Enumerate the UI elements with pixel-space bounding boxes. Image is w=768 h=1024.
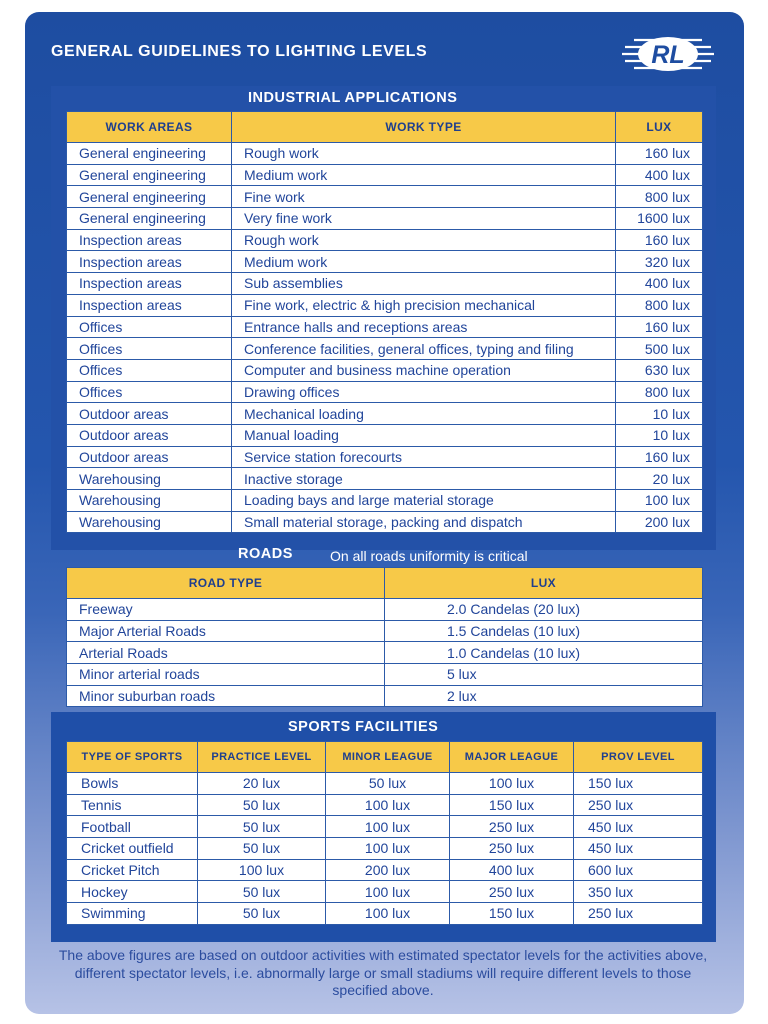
- sports-cell: 150 lux: [574, 773, 703, 795]
- footnote: The above figures are based on outdoor activities with estimated spectator levels for the activities above, different spectator levels, i.e. abnormally large or small stadiums will require different levels to those specified above.: [58, 947, 708, 998]
- industrial-cell: Loading bays and large material storage: [232, 490, 616, 512]
- industrial-cell: Computer and business machine operation: [232, 359, 616, 381]
- roads-table-row: [67, 620, 703, 642]
- sports-cell: 250 lux: [450, 838, 574, 860]
- roads-table-row: [67, 642, 703, 664]
- industrial-table-row: [67, 468, 703, 490]
- sports-cell: Tennis: [67, 794, 198, 816]
- industrial-table-row: [67, 273, 703, 295]
- industrial-cell: Inactive storage: [232, 468, 616, 490]
- sports-title: SPORTS FACILITIES: [288, 719, 439, 735]
- industrial-cell: Drawing offices: [232, 381, 616, 403]
- industrial-table-row: [67, 446, 703, 468]
- industrial-body: [67, 143, 703, 533]
- sports-body: [67, 773, 703, 925]
- industrial-table-row: [67, 338, 703, 360]
- industrial-cell: 500 lux: [616, 338, 703, 360]
- industrial-cell: Outdoor areas: [67, 446, 232, 468]
- sports-cell: Cricket Pitch: [67, 859, 198, 881]
- roads-cell: Arterial Roads: [67, 642, 385, 664]
- industrial-cell: Conference facilities, general offices, typing and filing: [232, 338, 616, 360]
- sports-header-cell: MAJOR LEAGUE: [450, 742, 574, 773]
- sports-cell: 450 lux: [574, 838, 703, 860]
- industrial-cell: Inspection areas: [67, 273, 232, 295]
- sports-cell: 50 lux: [326, 773, 450, 795]
- sports-cell: 600 lux: [574, 859, 703, 881]
- sports-header-cell: PROV LEVEL: [574, 742, 703, 773]
- sports-cell: 400 lux: [450, 859, 574, 881]
- sports-header-cell: TYPE OF SPORTS: [67, 742, 198, 773]
- roads-cell: 2 lux: [385, 685, 703, 707]
- sports-cell: Hockey: [67, 881, 198, 903]
- industrial-cell: 160 lux: [616, 446, 703, 468]
- roads-cell: Freeway: [67, 599, 385, 621]
- sports-cell: 250 lux: [450, 816, 574, 838]
- sports-table-row: [67, 816, 703, 838]
- industrial-cell: Offices: [67, 381, 232, 403]
- industrial-cell: General engineering: [67, 186, 232, 208]
- industrial-cell: Offices: [67, 338, 232, 360]
- industrial-cell: 800 lux: [616, 294, 703, 316]
- sports-table-row: [67, 794, 703, 816]
- industrial-cell: 320 lux: [616, 251, 703, 273]
- sports-cell: 150 lux: [450, 903, 574, 925]
- sports-cell: 450 lux: [574, 816, 703, 838]
- sports-table-row: [67, 881, 703, 903]
- industrial-table-row: [67, 424, 703, 446]
- roads-table-row: [67, 599, 703, 621]
- industrial-table-row: [67, 381, 703, 403]
- industrial-cell: Sub assemblies: [232, 273, 616, 295]
- sports-cell: 20 lux: [198, 773, 326, 795]
- industrial-cell: 160 lux: [616, 316, 703, 338]
- sports-header-row: [67, 742, 703, 773]
- sports-table-row: [67, 903, 703, 925]
- industrial-cell: Warehousing: [67, 511, 232, 533]
- industrial-cell: Service station forecourts: [232, 446, 616, 468]
- industrial-table-row: [67, 143, 703, 165]
- industrial-cell: 630 lux: [616, 359, 703, 381]
- roads-cell: Minor suburban roads: [67, 685, 385, 707]
- sports-cell: Bowls: [67, 773, 198, 795]
- sports-cell: 250 lux: [574, 794, 703, 816]
- sports-table: [66, 741, 703, 925]
- sports-cell: 50 lux: [198, 794, 326, 816]
- roads-header-cell: LUX: [385, 568, 703, 599]
- industrial-cell: 10 lux: [616, 424, 703, 446]
- sports-cell: Football: [67, 816, 198, 838]
- industrial-table-row: [67, 251, 703, 273]
- industrial-cell: Medium work: [232, 251, 616, 273]
- industrial-cell: Rough work: [232, 229, 616, 251]
- industrial-table-row: [67, 229, 703, 251]
- roads-body: [67, 599, 703, 707]
- sports-cell: 100 lux: [326, 816, 450, 838]
- sports-table-row: [67, 859, 703, 881]
- sports-cell: 200 lux: [326, 859, 450, 881]
- roads-cell: Minor arterial roads: [67, 664, 385, 686]
- industrial-header-cell: LUX: [616, 112, 703, 143]
- industrial-cell: General engineering: [67, 164, 232, 186]
- logo-text: RL: [651, 41, 685, 69]
- roads-table-row: [67, 664, 703, 686]
- industrial-cell: General engineering: [67, 208, 232, 230]
- sports-cell: 100 lux: [450, 773, 574, 795]
- industrial-cell: Warehousing: [67, 490, 232, 512]
- sports-cell: 250 lux: [574, 903, 703, 925]
- industrial-cell: Warehousing: [67, 468, 232, 490]
- sports-cell: Swimming: [67, 903, 198, 925]
- industrial-table-row: [67, 359, 703, 381]
- sports-table-row: [67, 838, 703, 860]
- sports-cell: 100 lux: [326, 881, 450, 903]
- industrial-cell: 20 lux: [616, 468, 703, 490]
- roads-note: On all roads uniformity is critical: [330, 548, 528, 564]
- industrial-cell: 400 lux: [616, 273, 703, 295]
- industrial-cell: Medium work: [232, 164, 616, 186]
- industrial-cell: Outdoor areas: [67, 424, 232, 446]
- sports-cell: Cricket outfield: [67, 838, 198, 860]
- industrial-cell: Offices: [67, 316, 232, 338]
- industrial-cell: 800 lux: [616, 381, 703, 403]
- industrial-cell: 160 lux: [616, 143, 703, 165]
- roads-title: ROADS: [238, 546, 293, 562]
- industrial-cell: Inspection areas: [67, 251, 232, 273]
- roads-cell: 1.5 Candelas (10 lux): [385, 620, 703, 642]
- industrial-cell: 100 lux: [616, 490, 703, 512]
- roads-cell: 1.0 Candelas (10 lux): [385, 642, 703, 664]
- roads-cell: Major Arterial Roads: [67, 620, 385, 642]
- industrial-title: INDUSTRIAL APPLICATIONS: [248, 90, 458, 106]
- sports-header-cell: MINOR LEAGUE: [326, 742, 450, 773]
- industrial-cell: Fine work: [232, 186, 616, 208]
- industrial-header-row: [67, 112, 703, 143]
- sports-cell: 250 lux: [450, 881, 574, 903]
- sports-cell: 50 lux: [198, 816, 326, 838]
- industrial-cell: 10 lux: [616, 403, 703, 425]
- industrial-cell: Outdoor areas: [67, 403, 232, 425]
- roads-table-row: [67, 685, 703, 707]
- industrial-cell: Mechanical loading: [232, 403, 616, 425]
- sports-cell: 100 lux: [326, 903, 450, 925]
- industrial-cell: Inspection areas: [67, 229, 232, 251]
- industrial-cell: 200 lux: [616, 511, 703, 533]
- industrial-table-row: [67, 511, 703, 533]
- industrial-cell: Manual loading: [232, 424, 616, 446]
- industrial-header-cell: WORK TYPE: [232, 112, 616, 143]
- page-title: GENERAL GUIDELINES TO LIGHTING LEVELS: [51, 43, 428, 60]
- sports-table-row: [67, 773, 703, 795]
- sports-cell: 350 lux: [574, 881, 703, 903]
- industrial-table-row: [67, 403, 703, 425]
- industrial-cell: Entrance halls and receptions areas: [232, 316, 616, 338]
- industrial-table-row: [67, 294, 703, 316]
- industrial-table-row: [67, 316, 703, 338]
- roads-cell: 2.0 Candelas (20 lux): [385, 599, 703, 621]
- sports-cell: 50 lux: [198, 881, 326, 903]
- sports-cell: 100 lux: [326, 794, 450, 816]
- rl-logo-icon: [620, 32, 716, 76]
- industrial-header-cell: WORK AREAS: [67, 112, 232, 143]
- industrial-cell: Inspection areas: [67, 294, 232, 316]
- industrial-cell: 160 lux: [616, 229, 703, 251]
- sports-cell: 50 lux: [198, 903, 326, 925]
- roads-header-cell: ROAD TYPE: [67, 568, 385, 599]
- industrial-cell: Small material storage, packing and dispatch: [232, 511, 616, 533]
- industrial-table-row: [67, 490, 703, 512]
- sports-cell: 100 lux: [198, 859, 326, 881]
- industrial-cell: 800 lux: [616, 186, 703, 208]
- industrial-cell: Offices: [67, 359, 232, 381]
- roads-header-row: [67, 568, 703, 599]
- industrial-cell: 400 lux: [616, 164, 703, 186]
- roads-table: [66, 567, 703, 707]
- industrial-table-row: [67, 208, 703, 230]
- sports-cell: 100 lux: [326, 838, 450, 860]
- industrial-table-row: [67, 186, 703, 208]
- sports-cell: 150 lux: [450, 794, 574, 816]
- industrial-table-row: [67, 164, 703, 186]
- sports-header-cell: PRACTICE LEVEL: [198, 742, 326, 773]
- industrial-table: [66, 111, 703, 533]
- industrial-cell: General engineering: [67, 143, 232, 165]
- industrial-cell: Very fine work: [232, 208, 616, 230]
- industrial-cell: Rough work: [232, 143, 616, 165]
- industrial-cell: Fine work, electric & high precision mechanical: [232, 294, 616, 316]
- roads-cell: 5 lux: [385, 664, 703, 686]
- industrial-cell: 1600 lux: [616, 208, 703, 230]
- sports-cell: 50 lux: [198, 838, 326, 860]
